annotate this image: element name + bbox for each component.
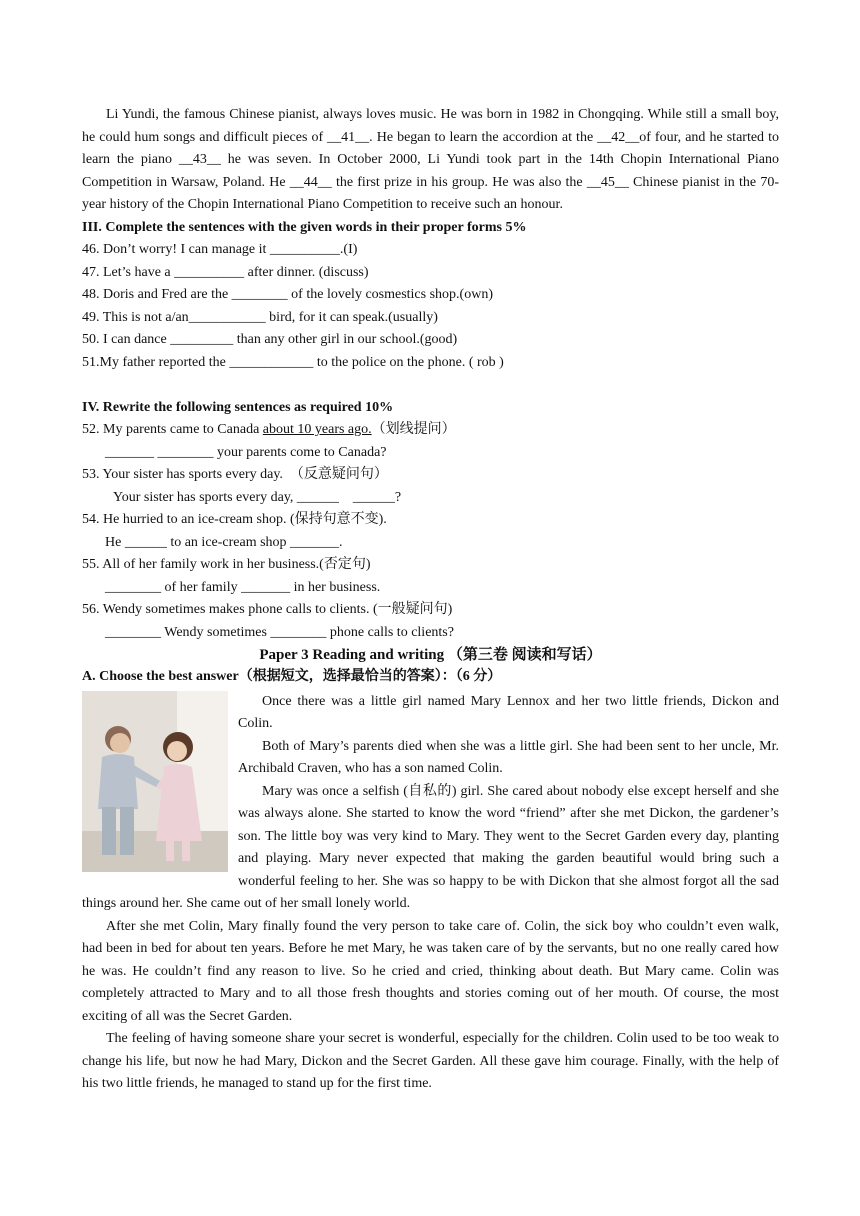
question-46: 46. Don’t worry! I can manage it __________.(I) xyxy=(82,242,358,257)
question-49: 49. This is not a/an___________ bird, for it can speak.(usually) xyxy=(82,309,438,325)
reading-paragraph-4: After she met Colin, Mary finally found the very person to take care of. Colin, the sick boy who couldn’t even walk, had been in bed for about ten years. Before he met Mary, he was taken care of by the servants, but no one really cared how he was. He couldn’t find any reason to live. So he cried and cried, thinking about death. But Mary came. Colin was completely attracted to Mary and to all those fresh thoughts and stories coming out of her mouth. Of course, the most exciting of all was the Secret Garden. xyxy=(82,918,779,1024)
question-47: 47. Let’s have a __________ after dinner. (discuss) xyxy=(82,264,369,280)
passage-li-yundi: Li Yundi, the famous Chinese pianist, always loves music. He was born in 1982 in Chongqing. While still a small boy, he could hum songs and difficult pieces of __41__. He began to learn the accordion at the __42__of four, and he started to learn the piano __43__ he was seven. In October 2000, Li Yundi took part in the 14th Chopin International Piano Competition in Warsaw, Poland. He __44__ the first prize in his group. He was also the __45__ Chinese pianist in the 70-year history of the Chopin International Piano Competition to receive such an honour. xyxy=(82,107,779,212)
answer-56: ________ Wendy sometimes ________ phone calls to clients? xyxy=(105,624,454,640)
reading-paragraph-2: Both of Mary’s parents died when she was a little girl. She had been sent to her uncle, Mr. Archibald Craven, who has a son named Colin. xyxy=(238,738,779,776)
section-3-heading: III. Complete the sentences with the given words in their proper forms 5% xyxy=(82,219,527,235)
section-a-heading: A. Choose the best answer（根据短文，选择最恰当的答案）：（6 分） xyxy=(82,669,502,684)
question-48: 48. Doris and Fred are the ________ of the lovely cosmestics shop.(own) xyxy=(82,287,493,302)
answer-54: He ______ to an ice-cream shop _______. xyxy=(105,534,343,550)
answer-52: _______ ________ your parents come to Canada? xyxy=(105,444,387,460)
q52-suffix: （划线提问） xyxy=(371,422,456,437)
question-55: 55. All of her family work in her business.(否定句) xyxy=(82,557,371,572)
question-52 xyxy=(82,419,779,442)
question-53: 53. Your sister has sports every day. （反意疑问句） xyxy=(82,467,388,482)
q52-prefix: 52. My parents came to Canada xyxy=(82,422,263,437)
question-50: 50. I can dance _________ than any other girl in our school.(good) xyxy=(82,332,458,347)
reading-paragraph-1: Once there was a little girl named Mary Lennox and her two little friends, Dickon and Colin. xyxy=(238,693,779,731)
question-56: 56. Wendy sometimes makes phone calls to clients. (一般疑问句) xyxy=(82,602,453,617)
q52-underlined: about 10 years ago. xyxy=(262,422,372,437)
answer-55: ________ of her family _______ in her business. xyxy=(105,579,381,595)
blank-line xyxy=(82,374,779,397)
worksheet-page xyxy=(82,104,779,1096)
answer-53: Your sister has sports every day, ______ ______? xyxy=(113,489,402,505)
question-54: 54. He hurried to an ice-cream shop. (保持句意不变). xyxy=(82,512,387,527)
reading-paragraph-3: Mary was once a selfish (自私的) girl. She cared about nobody else except herself and she was always alone. She started to know the word “friend” after she met Dickon, the gardener’s son. The little boy was very kind to Mary. They went to the Secret Garden every day, planting and playing. Mary never expected that making the garden beautiful would bring such a wonderful feeling to her. She was so happy to be with Dickon that she almost forgot all the sad things around her. She came out of her small lonely world. xyxy=(82,783,779,911)
reading-paragraph-5: The feeling of having someone share your secret is wonderful, especially for the children. Colin used to be too weak to change his life, but now he had Mary, Dickon and the Secret Garden. All these gave him courage. Finally, with the help of his two little friends, he managed to stand up for the first time. xyxy=(82,1031,779,1091)
paper-3-title: Paper 3 Reading and writing （第三卷 阅读和写话） xyxy=(259,647,602,663)
children-illustration xyxy=(82,691,228,872)
children-photo xyxy=(82,691,228,872)
question-51: 51.My father reported the ____________ to the police on the phone. ( rob ) xyxy=(82,354,504,370)
section-4-heading: IV. Rewrite the following sentences as required 10% xyxy=(82,399,394,415)
reading-passage xyxy=(82,691,779,1096)
